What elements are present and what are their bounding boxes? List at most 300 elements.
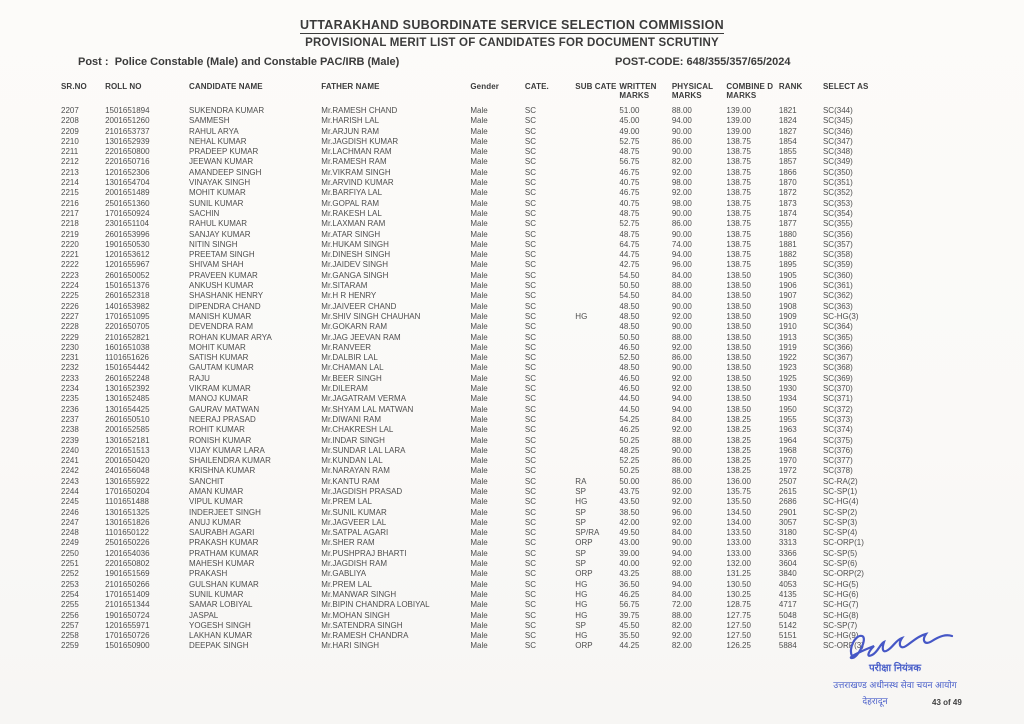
- cell-rank: 1881: [778, 239, 797, 249]
- cell-gender: Male: [470, 167, 488, 177]
- cell-gender: Male: [470, 373, 488, 383]
- table-row: [60, 590, 906, 600]
- column-header-select-as: SELECT AS: [822, 82, 869, 91]
- cell-cate: SC: [524, 167, 537, 177]
- cell-combined-marks: 138.50: [726, 301, 751, 311]
- cell-physical-marks: 90.00: [671, 229, 692, 239]
- cell-written-marks: 50.25: [619, 435, 640, 445]
- cell-sr-no: 2211: [61, 147, 79, 157]
- cell-physical-marks: 86.00: [671, 353, 692, 363]
- cell-sub-cate: SP: [575, 486, 586, 496]
- cell-sub-cate: [574, 322, 618, 332]
- cell-sub-cate: RA: [575, 476, 587, 486]
- cell-rank: 1908: [778, 301, 797, 311]
- cell-roll-no: 1301652939: [105, 136, 150, 146]
- cell-physical-marks: 82.00: [671, 641, 692, 651]
- cell-combined-marks: 138.75: [726, 147, 751, 157]
- cell-select-as: SC-ORP(1): [822, 538, 864, 548]
- cell-sub-cate: [574, 157, 618, 167]
- cell-rank: 1821: [778, 106, 797, 115]
- cell-cate: SC: [524, 342, 537, 352]
- cell-combined-marks: 138.75: [726, 239, 751, 249]
- cell-father-name: Mr.BEER SINGH: [321, 373, 382, 383]
- cell-rank: 3840: [778, 569, 797, 579]
- cell-rank: 4717: [778, 600, 797, 610]
- cell-cate: SC: [524, 322, 537, 332]
- cell-written-marks: 56.75: [619, 600, 640, 610]
- cell-sub-cate: [574, 199, 618, 209]
- cell-cate: SC: [524, 620, 537, 630]
- cell-physical-marks: 94.00: [671, 579, 692, 589]
- cell-rank: 1955: [778, 414, 797, 424]
- column-header-roll-no: ROLL NO: [105, 82, 142, 91]
- cell-cate: SC: [524, 281, 537, 291]
- cell-candidate-name: DIPENDRA CHAND: [189, 301, 261, 311]
- cell-gender: Male: [470, 631, 488, 641]
- cell-combined-marks: 127.75: [726, 610, 751, 620]
- cell-father-name: Mr.KUNDAN LAL: [321, 456, 383, 466]
- cell-select-as: SC(349): [822, 157, 853, 167]
- cell-physical-marks: 86.00: [671, 476, 692, 486]
- cell-roll-no: 2101651344: [105, 600, 150, 610]
- cell-sr-no: 2242: [61, 466, 79, 476]
- cell-gender: Male: [470, 425, 488, 435]
- cell-cate: SC: [524, 579, 537, 589]
- cell-roll-no: 1301652485: [105, 394, 150, 404]
- cell-sr-no: 2237: [61, 414, 79, 424]
- column-header-sr-no: SR.NO: [61, 82, 87, 91]
- cell-roll-no: 1301654425: [105, 404, 150, 414]
- cell-father-name: Mr.JAGVEER LAL: [321, 517, 387, 527]
- cell-combined-marks: 135.50: [726, 497, 751, 507]
- cell-physical-marks: 82.00: [671, 157, 692, 167]
- cell-father-name: Mr.SATPAL AGARI: [321, 528, 389, 538]
- cell-physical-marks: 96.00: [671, 507, 692, 517]
- cell-cate: SC: [524, 311, 537, 321]
- cell-candidate-name: ROHIT KUMAR: [189, 425, 245, 435]
- cell-combined-marks: 138.75: [726, 167, 751, 177]
- cell-father-name: Mr.SHER RAM: [321, 538, 375, 548]
- cell-rank: 1874: [778, 208, 797, 218]
- cell-rank: 1909: [778, 311, 797, 321]
- cell-sub-cate: ORP: [575, 569, 593, 579]
- cell-physical-marks: 86.00: [671, 456, 692, 466]
- cell-select-as: SC(348): [822, 147, 853, 157]
- cell-sub-cate: [574, 374, 618, 384]
- cell-physical-marks: 98.00: [671, 178, 692, 188]
- cell-written-marks: 42.00: [619, 517, 640, 527]
- cell-rank: 3604: [778, 559, 797, 569]
- cell-rank: 1873: [778, 198, 797, 208]
- cell-select-as: SC(347): [822, 136, 853, 146]
- cell-father-name: Mr.JAGDISH PRASAD: [321, 486, 403, 496]
- cell-roll-no: 1701651409: [105, 589, 150, 599]
- cell-father-name: Mr.MOHAN SINGH: [321, 610, 390, 620]
- cell-sr-no: 2253: [61, 579, 79, 589]
- cell-sr-no: 2223: [61, 270, 79, 280]
- cell-select-as: SC(359): [822, 260, 853, 270]
- cell-roll-no: 1201653612: [105, 250, 150, 260]
- cell-select-as: SC(371): [822, 394, 853, 404]
- cell-rank: 1857: [778, 157, 797, 167]
- cell-father-name: Mr.ATAR SINGH: [321, 229, 381, 239]
- cell-written-marks: 45.00: [619, 116, 640, 126]
- cell-sr-no: 2229: [61, 332, 79, 342]
- cell-roll-no: 1401653982: [105, 301, 150, 311]
- table-row: [60, 425, 906, 435]
- cell-combined-marks: 138.50: [726, 394, 751, 404]
- cell-candidate-name: PRADEEP KUMAR: [189, 147, 259, 157]
- cell-roll-no: 2601652318: [105, 291, 150, 301]
- cell-candidate-name: RAJU: [189, 373, 210, 383]
- cell-candidate-name: SHASHANK HENRY: [189, 291, 264, 301]
- cell-combined-marks: 138.50: [726, 311, 751, 321]
- cell-select-as: SC(353): [822, 198, 853, 208]
- cell-physical-marks: 82.00: [671, 620, 692, 630]
- cell-sr-no: 2227: [61, 311, 79, 321]
- cell-gender: Male: [470, 291, 488, 301]
- document-title: UTTARAKHAND SUBORDINATE SERVICE SELECTION COMMISSION: [300, 18, 724, 32]
- cell-father-name: Mr.CHAMAN LAL: [321, 363, 384, 373]
- cell-gender: Male: [470, 394, 488, 404]
- cell-physical-marks: 92.00: [671, 559, 692, 569]
- table-row: [60, 374, 906, 384]
- cell-cate: SC: [524, 188, 537, 198]
- cell-sub-cate: ORP: [575, 538, 593, 548]
- cell-gender: Male: [470, 250, 488, 260]
- cell-father-name: Mr.LACHMAN RAM: [321, 147, 392, 157]
- cell-select-as: SC(360): [822, 270, 853, 280]
- cell-combined-marks: 133.50: [726, 528, 751, 538]
- cell-gender: Male: [470, 157, 488, 167]
- cell-rank: 5151: [778, 631, 797, 641]
- cell-select-as: SC-HG(8): [822, 610, 859, 620]
- cell-father-name: Mr.RAMESH CHANDRA: [321, 631, 409, 641]
- cell-cate: SC: [524, 332, 537, 342]
- cell-written-marks: 43.50: [619, 497, 640, 507]
- cell-candidate-name: YOGESH SINGH: [189, 620, 251, 630]
- cell-father-name: Mr.JAGDISH RAM: [321, 559, 388, 569]
- cell-gender: Male: [470, 260, 488, 270]
- merit-table: [60, 82, 906, 652]
- cell-father-name: Mr.JAIVEER CHAND: [321, 301, 397, 311]
- cell-sr-no: 2225: [61, 291, 79, 301]
- cell-combined-marks: 138.50: [726, 291, 751, 301]
- cell-select-as: SC(346): [822, 126, 853, 136]
- cell-candidate-name: NEERAJ PRASAD: [189, 414, 256, 424]
- cell-written-marks: 46.25: [619, 589, 640, 599]
- cell-father-name: Mr.ARJUN RAM: [321, 126, 380, 136]
- cell-combined-marks: 138.75: [726, 188, 751, 198]
- cell-rank: 3313: [778, 538, 797, 548]
- cell-roll-no: 2501651360: [105, 198, 150, 208]
- cell-cate: SC: [524, 178, 537, 188]
- cell-rank: 1872: [778, 188, 797, 198]
- cell-cate: SC: [524, 445, 537, 455]
- cell-physical-marks: 92.00: [671, 384, 692, 394]
- cell-cate: SC: [524, 631, 537, 641]
- cell-sr-no: 2236: [61, 404, 79, 414]
- cell-father-name: Mr.MANWAR SINGH: [321, 589, 397, 599]
- cell-physical-marks: 86.00: [671, 136, 692, 146]
- cell-roll-no: 1501650900: [105, 641, 150, 651]
- table-row: [60, 199, 906, 209]
- cell-sub-cate: HG: [575, 600, 588, 610]
- cell-written-marks: 49.00: [619, 126, 640, 136]
- table-row: [60, 353, 906, 363]
- cell-roll-no: 1501654442: [105, 363, 150, 373]
- table-row: [60, 641, 906, 651]
- stamp-city: देहरादून: [862, 696, 888, 706]
- cell-gender: Male: [470, 332, 488, 342]
- cell-sub-cate: HG: [575, 589, 588, 599]
- cell-sr-no: 2207: [61, 106, 79, 115]
- cell-rank: 1934: [778, 394, 797, 404]
- cell-sub-cate: SP: [575, 559, 586, 569]
- cell-combined-marks: 139.00: [726, 106, 751, 115]
- table-row: [60, 538, 906, 548]
- cell-physical-marks: 90.00: [671, 301, 692, 311]
- cell-combined-marks: 138.25: [726, 445, 751, 455]
- cell-roll-no: 1301655922: [105, 476, 150, 486]
- cell-written-marks: 35.50: [619, 631, 640, 641]
- cell-combined-marks: 138.50: [726, 342, 751, 352]
- cell-candidate-name: PRAVEEN KUMAR: [189, 270, 258, 280]
- column-header-written-marks: WRITTEN MARKS: [619, 82, 657, 100]
- cell-combined-marks: 132.00: [726, 559, 751, 569]
- cell-written-marks: 48.75: [619, 147, 640, 157]
- cell-gender: Male: [470, 219, 488, 229]
- cell-sr-no: 2215: [61, 188, 79, 198]
- cell-cate: SC: [524, 610, 537, 620]
- cell-candidate-name: ANKUSH KUMAR: [189, 281, 254, 291]
- cell-father-name: Mr.GABLIYA: [321, 569, 367, 579]
- cell-cate: SC: [524, 208, 537, 218]
- cell-combined-marks: 134.50: [726, 507, 751, 517]
- cell-written-marks: 43.00: [619, 538, 640, 548]
- cell-gender: Male: [470, 322, 488, 332]
- table-row: [60, 394, 906, 404]
- cell-roll-no: 1201654036: [105, 548, 150, 558]
- cell-combined-marks: 138.75: [726, 198, 751, 208]
- cell-sub-cate: [574, 209, 618, 219]
- cell-father-name: Mr.RAKESH LAL: [321, 208, 382, 218]
- cell-written-marks: 44.75: [619, 250, 640, 260]
- cell-gender: Male: [470, 456, 488, 466]
- cell-father-name: Mr.SHIV SINGH CHAUHAN: [321, 311, 421, 321]
- cell-sub-cate: [574, 116, 618, 126]
- cell-roll-no: 2201650705: [105, 322, 150, 332]
- cell-sub-cate: [574, 250, 618, 260]
- cell-select-as: SC-HG(4): [822, 497, 859, 507]
- cell-combined-marks: 138.50: [726, 363, 751, 373]
- cell-gender: Male: [470, 136, 488, 146]
- cell-rank: 5048: [778, 610, 797, 620]
- cell-sr-no: 2258: [61, 631, 79, 641]
- cell-written-marks: 54.50: [619, 291, 640, 301]
- cell-gender: Male: [470, 106, 488, 115]
- table-row: [60, 147, 906, 157]
- cell-written-marks: 50.50: [619, 281, 640, 291]
- cell-father-name: Mr.JAGATRAM VERMA: [321, 394, 407, 404]
- table-row: [60, 188, 906, 198]
- cell-roll-no: 2401656048: [105, 466, 150, 476]
- cell-written-marks: 39.00: [619, 548, 640, 558]
- cell-sr-no: 2244: [61, 486, 79, 496]
- table-row: [60, 405, 906, 415]
- cell-gender: Male: [470, 270, 488, 280]
- signature-icon: [838, 628, 968, 664]
- cell-sr-no: 2224: [61, 281, 79, 291]
- cell-father-name: Mr.SHYAM LAL MATWAN: [321, 404, 414, 414]
- cell-rank: 4053: [778, 579, 797, 589]
- table-row: [60, 631, 906, 641]
- cell-sub-cate: HG: [575, 631, 588, 641]
- cell-roll-no: 1701650924: [105, 208, 150, 218]
- cell-written-marks: 54.50: [619, 270, 640, 280]
- cell-select-as: SC(355): [822, 219, 853, 229]
- cell-cate: SC: [524, 589, 537, 599]
- cell-candidate-name: SUNIL KUMAR: [189, 198, 244, 208]
- cell-rank: 1968: [778, 445, 797, 455]
- cell-candidate-name: VINAYAK SINGH: [189, 178, 251, 188]
- cell-roll-no: 2601652248: [105, 373, 150, 383]
- cell-written-marks: 49.50: [619, 528, 640, 538]
- office-stamp: [790, 660, 1000, 707]
- cell-combined-marks: 127.50: [726, 620, 751, 630]
- cell-sub-cate: [574, 456, 618, 466]
- cell-rank: 1919: [778, 342, 797, 352]
- cell-sub-cate: [574, 446, 618, 456]
- cell-select-as: SC(363): [822, 301, 853, 311]
- cell-written-marks: 39.75: [619, 610, 640, 620]
- cell-rank: 1963: [778, 425, 797, 435]
- cell-candidate-name: DEVENDRA RAM: [189, 322, 254, 332]
- cell-cate: SC: [524, 507, 537, 517]
- table-row: [60, 168, 906, 178]
- table-row: [60, 456, 906, 466]
- cell-sr-no: 2251: [61, 559, 79, 569]
- cell-select-as: SC-HG(7): [822, 600, 859, 610]
- cell-candidate-name: SUKENDRA KUMAR: [189, 106, 265, 115]
- cell-written-marks: 56.75: [619, 157, 640, 167]
- cell-sr-no: 2222: [61, 260, 79, 270]
- cell-candidate-name: SUNIL KUMAR: [189, 589, 244, 599]
- cell-combined-marks: 138.75: [726, 229, 751, 239]
- cell-sub-cate: [574, 106, 618, 116]
- cell-cate: SC: [524, 517, 537, 527]
- cell-cate: SC: [524, 301, 537, 311]
- table-row: [60, 415, 906, 425]
- cell-gender: Male: [470, 476, 488, 486]
- cell-roll-no: 1101651626: [105, 353, 149, 363]
- cell-father-name: Mr.CHAKRESH LAL: [321, 425, 394, 435]
- cell-gender: Male: [470, 589, 488, 599]
- cell-select-as: SC(351): [822, 178, 853, 188]
- cell-rank: 1882: [778, 250, 797, 260]
- cell-combined-marks: 138.50: [726, 373, 751, 383]
- cell-select-as: SC-HG(3): [822, 311, 859, 321]
- table-row: [60, 436, 906, 446]
- cell-select-as: SC(373): [822, 414, 853, 424]
- cell-physical-marks: 88.00: [671, 466, 692, 476]
- cell-select-as: SC(374): [822, 425, 853, 435]
- cell-rank: 1877: [778, 219, 797, 229]
- cell-candidate-name: AMAN KUMAR: [189, 486, 244, 496]
- cell-select-as: SC(358): [822, 250, 853, 260]
- cell-physical-marks: 88.00: [671, 435, 692, 445]
- cell-select-as: SC-HG(9): [822, 631, 859, 641]
- cell-combined-marks: 139.00: [726, 126, 751, 136]
- table-row: [60, 343, 906, 353]
- cell-sr-no: 2226: [61, 301, 79, 311]
- cell-roll-no: 1101651488: [105, 497, 149, 507]
- cell-gender: Male: [470, 466, 488, 476]
- table-row: [60, 549, 906, 559]
- cell-select-as: SC(366): [822, 342, 853, 352]
- cell-rank: 1855: [778, 147, 797, 157]
- cell-written-marks: 48.50: [619, 311, 640, 321]
- cell-physical-marks: 72.00: [671, 600, 692, 610]
- cell-written-marks: 44.25: [619, 641, 640, 651]
- cell-candidate-name: MAHESH KUMAR: [189, 559, 255, 569]
- table-row: [60, 497, 906, 507]
- cell-roll-no: 1301652181: [105, 435, 150, 445]
- cell-candidate-name: PRAKASH KUMAR: [189, 538, 259, 548]
- cell-physical-marks: 92.00: [671, 497, 692, 507]
- cell-rank: 3180: [778, 528, 797, 538]
- cell-sub-cate: [574, 137, 618, 147]
- cell-cate: SC: [524, 239, 537, 249]
- cell-physical-marks: 84.00: [671, 414, 692, 424]
- cell-combined-marks: 133.00: [726, 548, 751, 558]
- cell-gender: Male: [470, 301, 488, 311]
- cell-rank: 2507: [778, 476, 797, 486]
- cell-written-marks: 52.75: [619, 219, 640, 229]
- cell-select-as: SC-SP(1): [822, 486, 858, 496]
- cell-combined-marks: 138.25: [726, 456, 751, 466]
- cell-sub-cate: HG: [575, 610, 588, 620]
- cell-cate: SC: [524, 538, 537, 548]
- cell-sub-cate: [574, 415, 618, 425]
- cell-sub-cate: [574, 363, 618, 373]
- cell-cate: SC: [524, 136, 537, 146]
- cell-rank: 1854: [778, 136, 797, 146]
- cell-written-marks: 50.00: [619, 476, 640, 486]
- cell-sr-no: 2210: [61, 136, 79, 146]
- cell-combined-marks: 138.75: [726, 178, 751, 188]
- cell-father-name: Mr.DINESH SINGH: [321, 250, 391, 260]
- cell-written-marks: 46.75: [619, 188, 640, 198]
- cell-cate: SC: [524, 600, 537, 610]
- cell-select-as: SC-SP(5): [822, 548, 858, 558]
- cell-written-marks: 48.50: [619, 301, 640, 311]
- cell-roll-no: 1701650204: [105, 486, 150, 496]
- table-row: [60, 250, 906, 260]
- document-subtitle: PROVISIONAL MERIT LIST OF CANDIDATES FOR DOCUMENT SCRUTINY: [305, 37, 719, 49]
- cell-select-as: SC(377): [822, 456, 853, 466]
- cell-written-marks: 44.50: [619, 394, 640, 404]
- cell-written-marks: 46.50: [619, 384, 640, 394]
- cell-cate: SC: [524, 270, 537, 280]
- cell-select-as: SC-ORP(3): [822, 641, 864, 651]
- cell-father-name: Mr.GANGA SINGH: [321, 270, 389, 280]
- cell-roll-no: 2201650802: [105, 559, 150, 569]
- cell-candidate-name: SHIVAM SHAH: [189, 260, 244, 270]
- cell-gender: Male: [470, 435, 488, 445]
- cell-rank: 5142: [778, 620, 797, 630]
- table-row: [60, 446, 906, 456]
